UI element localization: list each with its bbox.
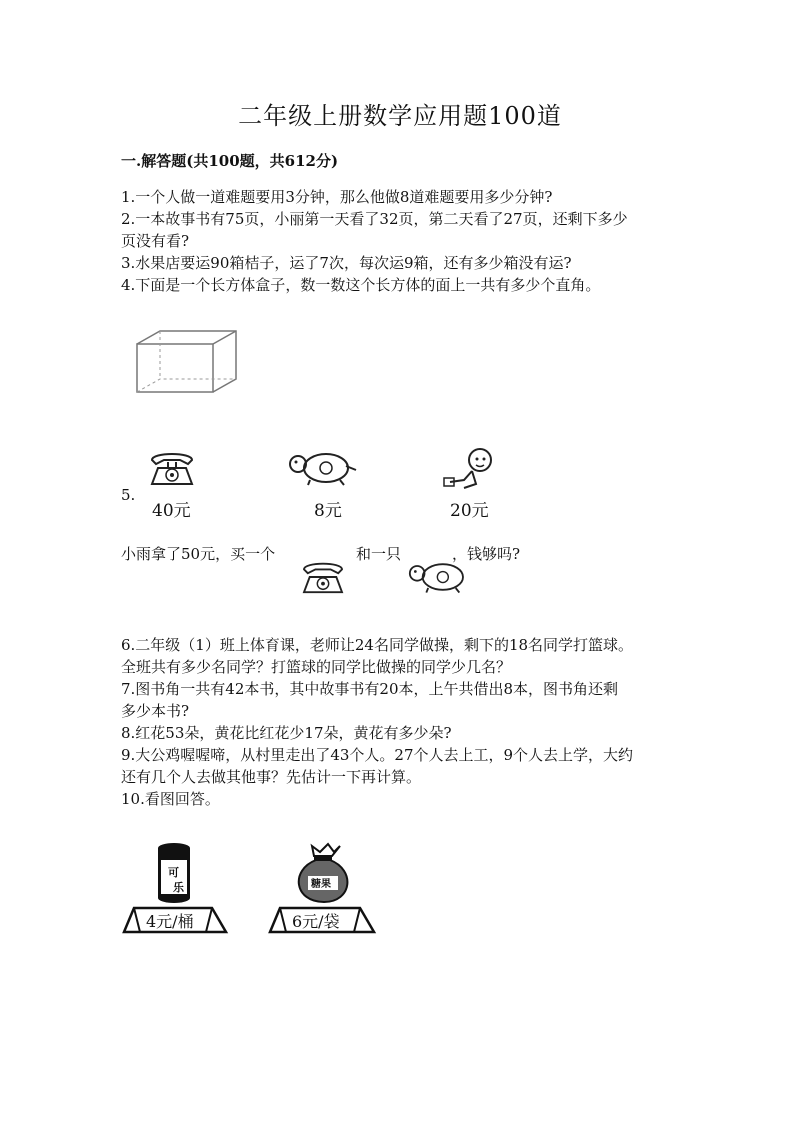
question-3: 3.水果店要运90箱桔子，运了7次，每次运9箱，还有多少箱没有运? [121,254,572,272]
cola-can-image [122,840,230,936]
page-title: 二年级上册数学应用题100道 [238,102,562,130]
turtle-toy-icon-small [408,560,474,594]
question-10: 10.看图回答。 [121,790,220,808]
telephone-icon [148,448,196,488]
section-heading: 一.解答题(共100题，共612分) [121,152,339,170]
question-6-line-1: 6.二年级（1）班上体育课，老师让24名同学做操，剩下的18名同学打篮球。 [121,636,634,654]
price-turtle: 8元 [314,501,342,521]
bag-price-tag: 6元/袋 [292,912,340,931]
question-5-number: 5. [121,486,136,504]
question-2-line-2: 页没有看? [121,232,190,250]
question-9-line-2: 还有几个人去做其他事？先估计一下再计算。 [121,768,422,786]
question-5-text-c: ，钱够吗? [452,545,521,563]
turtle-toy-icon [288,450,360,486]
price-boy-toy: 20元 [450,501,489,521]
candy-bag-image [268,840,378,936]
question-7-line-2: 多少本书? [121,702,190,720]
question-1: 1.一个人做一道难题要用3分钟，那么他做8道难题要用多少分钟? [121,188,553,206]
question-8: 8.红花53朵，黄花比红花少17朵，黄花有多少朵? [121,724,452,742]
can-label-2: 乐 [173,881,184,894]
question-9-line-1: 9.大公鸡喔喔啼，从村里走出了43个人。27个人去上工，9个人去上学，大约 [121,746,634,764]
question-5-text-a: 小雨拿了50元，买一个 [121,545,276,563]
cuboid-box-image [136,330,238,394]
bag-label: 糖果 [311,879,331,890]
question-5-text-b: 和一只 [356,545,402,563]
question-2-line-1: 2.一本故事书有75页，小丽第一天看了32页，第二天看了27页，还剩下多少 [121,210,628,228]
question-4: 4.下面是一个长方体盒子，数一数这个长方体的面上一共有多少个直角。 [121,276,601,294]
can-price-tag: 4元/桶 [146,912,194,931]
can-label-1: 可 [168,866,179,879]
question-6-line-2: 全班共有多少名同学？打篮球的同学比做操的同学少几名？ [121,658,512,676]
price-telephone: 40元 [152,501,191,521]
telephone-icon-small [300,558,346,596]
question-7-line-1: 7.图书角一共有42本书，其中故事书有20本，上午共借出8本，图书角还剩 [121,680,619,698]
boy-toy-icon [442,446,498,490]
